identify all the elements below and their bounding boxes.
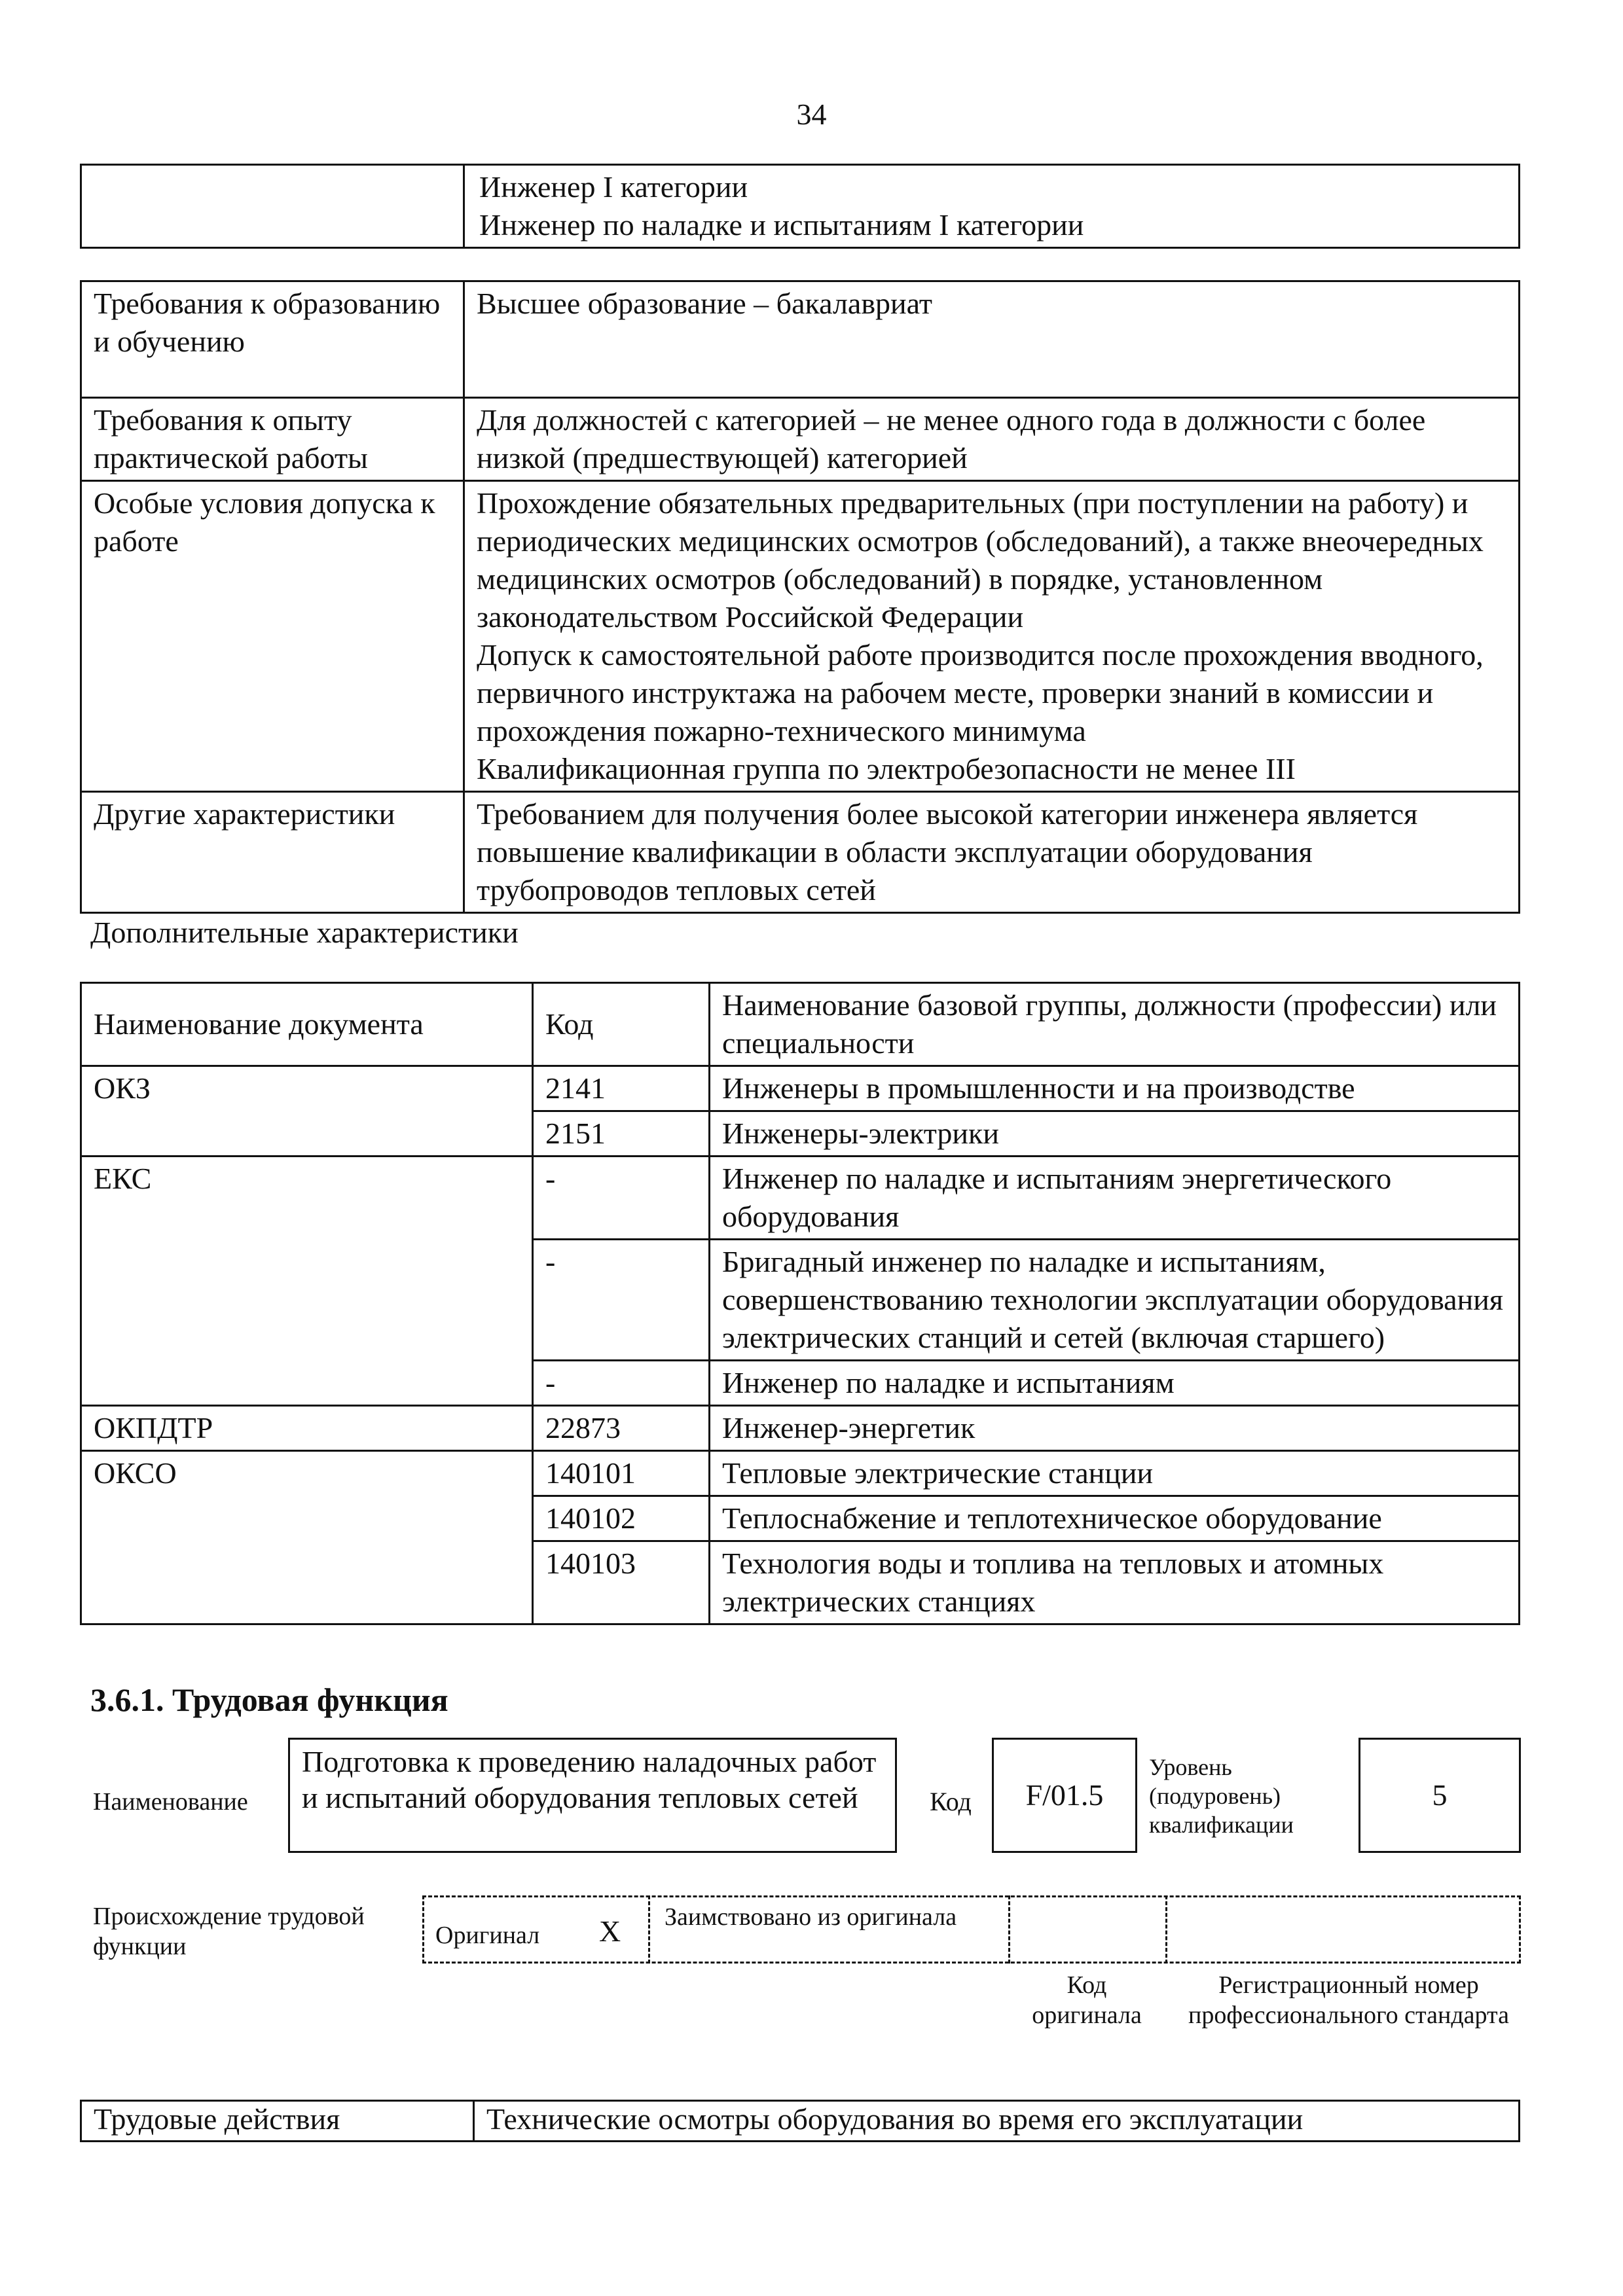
row-name: Инженер по наладке и испытаниям энергетического оборудования [710,1157,1520,1240]
function-heading: 3.6.1. Трудовая функция [90,1681,448,1718]
row-code: 140102 [533,1496,710,1541]
function-name-label: Наименование [93,1788,248,1816]
row-name: Инженеры в промышленности и на производстве [710,1066,1520,1111]
function-code-value: F/01.5 [992,1738,1137,1853]
row-code: 2141 [533,1066,710,1111]
req-label-experience: Требования к опыту практической работы [81,398,464,481]
row-name: Инженер по наладке и испытаниям [710,1361,1520,1406]
row-code: - [533,1361,710,1406]
top-table-line1: Инженер I категории [479,170,748,204]
req-label-other: Другие характеристики [81,792,464,913]
row-name: Бригадный инженер по наладке и испытаниям, совершенствованию технологии эксплуатации оборудования электрических станций и сетей (включая старшего) [710,1240,1520,1361]
row-doc-eks: ЕКС [81,1157,533,1406]
row-doc-okso: ОКСО [81,1451,533,1624]
additional-table [80,982,1520,1625]
row-code: - [533,1157,710,1240]
req-label-education: Требования к образованию и обучению [81,281,464,398]
row-name: Теплоснабжение и теплотехническое оборудование [710,1496,1520,1541]
function-level-label: Уровень (подуровень) квалификации [1149,1754,1294,1838]
function-code-label: Код [930,1787,972,1816]
top-table-line2: Инженер по наладке и испытаниям I категории [479,208,1084,242]
function-name-value: Подготовка к проведению наладочных работ и испытаний оборудования тепловых сетей [288,1738,897,1853]
row-name: Инженеры-электрики [710,1111,1520,1157]
row-name: Технология воды и топлива на тепловых и атомных электрических станциях [710,1541,1520,1624]
additional-title: Дополнительные характеристики [90,916,519,949]
req-value-experience: Для должностей с категорией – не менее одного года в должности с более низкой (предшествующей) категорией [464,398,1520,481]
row-code: 140101 [533,1451,710,1496]
labor-actions-table [80,2100,1520,2142]
req-conditions-line-2: Допуск к самостоятельной работе производится после прохождения вводного, первичного инструктажа на рабочем месте, проверки знаний в комиссии и прохождения пожарно-технического минимума [477,638,1484,747]
page-number: 34 [796,98,827,131]
row-name: Инженер-энергетик [710,1406,1520,1451]
req-value-other: Требованием для получения более высокой категории инженера является повышение квалификации в области эксплуатации оборудования трубопроводов тепловых сетей [464,792,1520,913]
header-name: Наименование базовой группы, должности (профессии) или специальности [710,983,1520,1066]
header-document: Наименование документа [81,983,533,1066]
labor-actions-label: Трудовые действия [81,2101,474,2142]
function-origin-label: Происхождение трудовой функции [93,1903,365,1960]
row-doc-okz: ОКЗ [81,1066,533,1157]
top-table [80,164,1520,249]
function-level-value: 5 [1359,1738,1521,1853]
origin-original-mark: X [599,1914,621,1948]
row-code: 2151 [533,1111,710,1157]
origin-original-label: Оригинал [435,1922,540,1949]
origin-code-label: Код оригинала [1032,1971,1142,2029]
header-code: Код [533,983,710,1066]
req-conditions-line-3: Квалификационная группа по электробезопасности не менее III [477,752,1296,785]
row-code: - [533,1240,710,1361]
req-value-education: Высшее образование – бакалавриат [464,281,1520,398]
req-label-conditions: Особые условия допуска к работе [81,481,464,792]
labor-actions-value: Технические осмотры оборудования во время его эксплуатации [474,2101,1520,2142]
requirements-table [80,280,1520,914]
top-table-empty-cell [81,165,464,248]
origin-borrowed-label: Заимствовано из оригинала [665,1903,957,1931]
origin-reg-number-label: Регистрационный номер профессионального стандарта [1188,1971,1509,2029]
row-code: 140103 [533,1541,710,1624]
row-code: 22873 [533,1406,710,1451]
row-name: Тепловые электрические станции [710,1451,1520,1496]
row-doc-okpdtr: ОКПДТР [81,1406,533,1451]
req-conditions-line-1: Прохождение обязательных предварительных (при поступлении на работу) и периодических медицинских осмотров (обследований), а также внеочередных медицинских осмотров (обследований) в порядке, установленном законодательством Российской Федерации [477,486,1484,634]
